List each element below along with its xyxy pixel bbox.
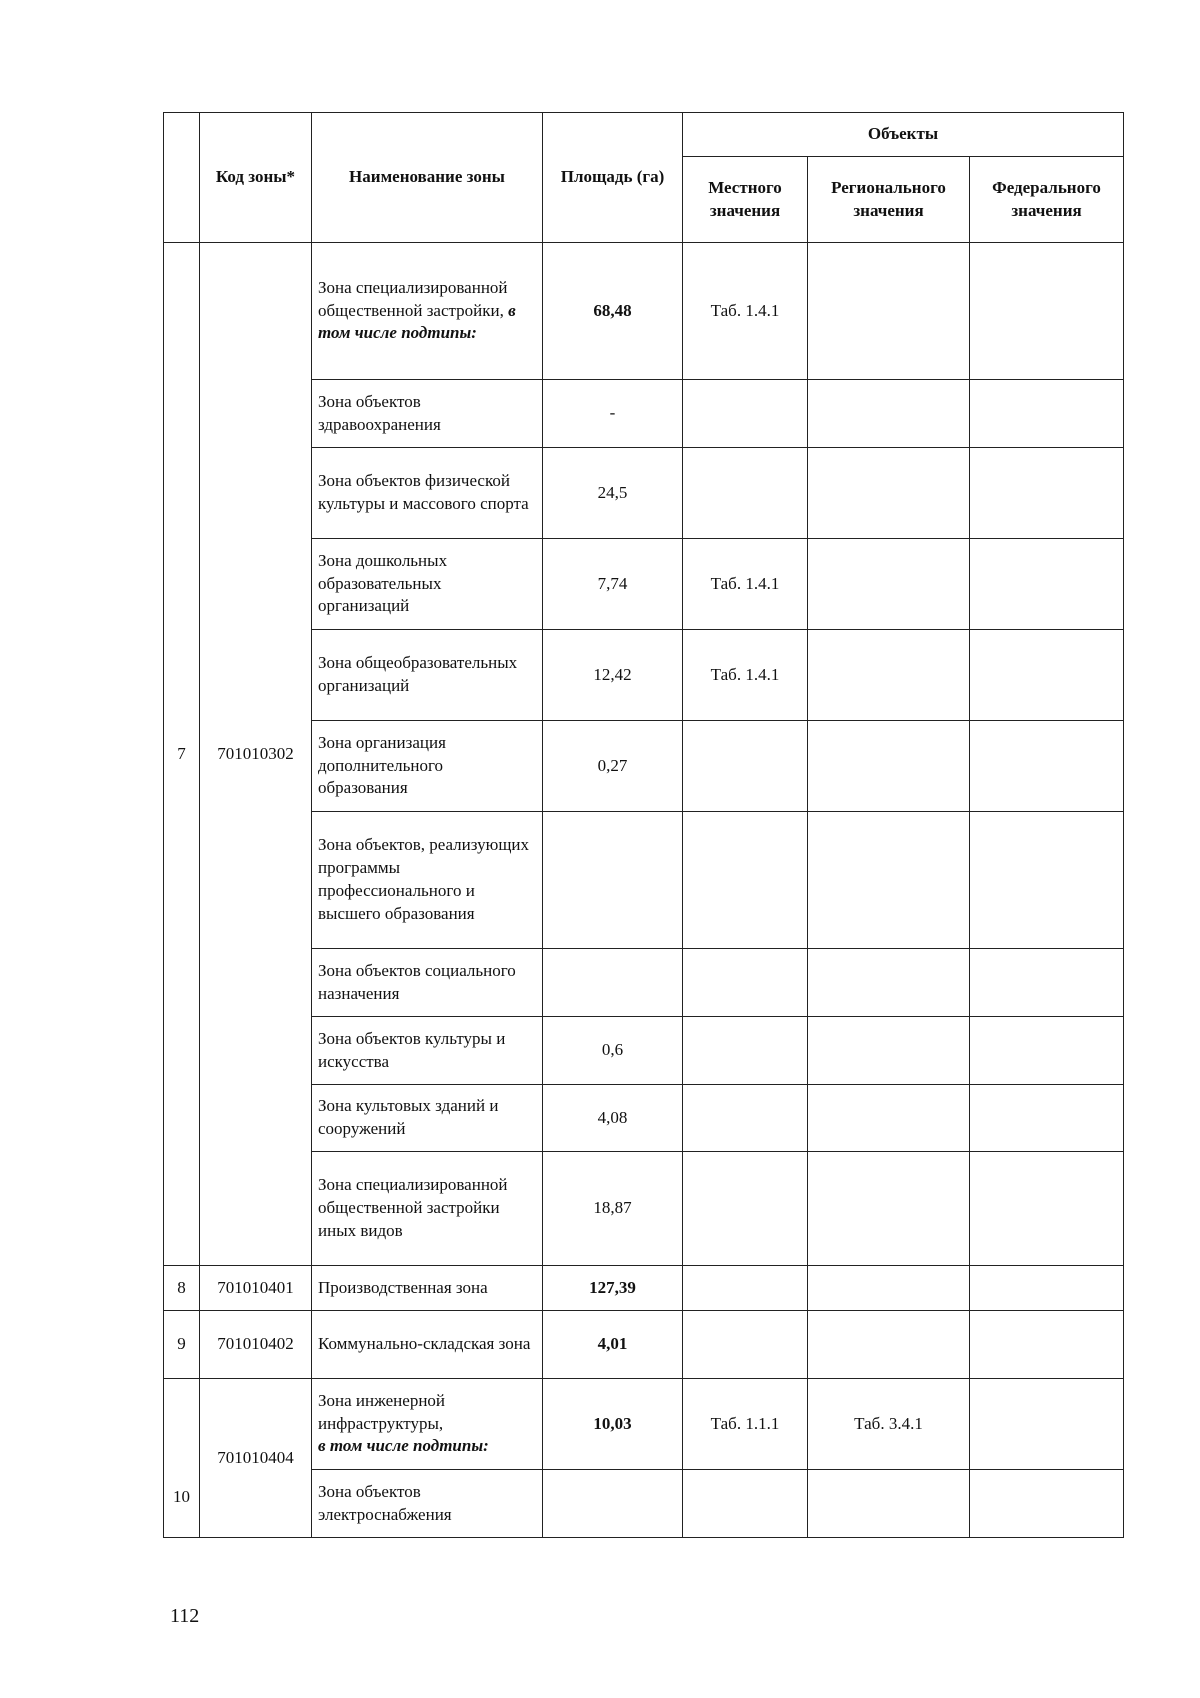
zone-area — [543, 812, 683, 949]
zone-name-text: Зона специализированной общественной застройки, — [318, 277, 508, 320]
zone-area: 10,03 — [543, 1379, 683, 1470]
objects-local — [683, 448, 808, 539]
zone-code: 701010302 — [200, 243, 312, 1266]
zone-area — [543, 1470, 683, 1538]
objects-regional — [808, 1085, 970, 1152]
zones-table — [163, 112, 1124, 1538]
page-number: 112 — [170, 1605, 200, 1627]
zone-code: 701010402 — [200, 1311, 312, 1379]
objects-local — [683, 380, 808, 448]
header-objects: Объекты — [683, 113, 1124, 157]
zone-name: Производственная зона — [312, 1266, 543, 1311]
objects-regional — [808, 1017, 970, 1085]
objects-local — [683, 1470, 808, 1538]
row-num: 7 — [164, 243, 200, 1266]
row-num: 10 — [164, 1379, 200, 1538]
objects-federal — [970, 380, 1124, 448]
zone-name-subtypes: в том числе подтипы: — [318, 1436, 489, 1456]
zone-name-subtypes: в том числе подтипы: — [318, 300, 516, 343]
objects-local — [683, 1266, 808, 1311]
zone-area: 18,87 — [543, 1152, 683, 1266]
header-num — [164, 113, 200, 243]
objects-federal — [970, 1266, 1124, 1311]
objects-local: Таб. 1.4.1 — [683, 630, 808, 721]
objects-federal — [970, 721, 1124, 812]
objects-local — [683, 1085, 808, 1152]
objects-regional — [808, 812, 970, 949]
objects-federal — [970, 1311, 1124, 1379]
objects-regional — [808, 539, 970, 630]
zone-name: Зона объектов здравоохранения — [312, 380, 543, 448]
zone-area: 0,27 — [543, 721, 683, 812]
zone-area: 68,48 — [543, 243, 683, 380]
objects-regional — [808, 380, 970, 448]
table-row — [164, 1266, 1124, 1311]
objects-regional — [808, 949, 970, 1017]
objects-federal — [970, 1085, 1124, 1152]
zone-area: 127,39 — [543, 1266, 683, 1311]
objects-local — [683, 1311, 808, 1379]
table-row — [164, 1311, 1124, 1379]
zone-name — [312, 243, 543, 380]
zone-name: Зона объектов физической культуры и массового спорта — [312, 448, 543, 539]
zone-area: 24,5 — [543, 448, 683, 539]
objects-federal — [970, 1379, 1124, 1470]
zone-area: - — [543, 380, 683, 448]
objects-local — [683, 1017, 808, 1085]
header-row-top — [164, 113, 1124, 157]
header-name: Наименование зоны — [312, 113, 543, 243]
zone-name: Зона объектов культуры и искусства — [312, 1017, 543, 1085]
zone-name: Зона объектов социального назначения — [312, 949, 543, 1017]
objects-federal — [970, 243, 1124, 380]
objects-local: Таб. 1.1.1 — [683, 1379, 808, 1470]
objects-federal — [970, 630, 1124, 721]
row-num: 9 — [164, 1311, 200, 1379]
header-code: Код зоны* — [200, 113, 312, 243]
zone-area: 4,01 — [543, 1311, 683, 1379]
objects-federal — [970, 539, 1124, 630]
objects-regional — [808, 1266, 970, 1311]
zone-name — [312, 1379, 543, 1470]
zone-area: 4,08 — [543, 1085, 683, 1152]
table-row — [164, 1379, 1124, 1470]
zone-name: Зона организация дополнительного образования — [312, 721, 543, 812]
zone-name-text: Зона инженерной инфраструктуры, — [318, 1390, 446, 1433]
zone-name: Зона объектов электроснабжения — [312, 1470, 543, 1538]
zone-area: 12,42 — [543, 630, 683, 721]
objects-federal — [970, 448, 1124, 539]
objects-local — [683, 721, 808, 812]
objects-regional — [808, 1152, 970, 1266]
objects-regional — [808, 1311, 970, 1379]
zone-name: Зона специализированной общественной застройки иных видов — [312, 1152, 543, 1266]
objects-federal — [970, 949, 1124, 1017]
objects-local — [683, 812, 808, 949]
objects-regional — [808, 448, 970, 539]
objects-regional: Таб. 3.4.1 — [808, 1379, 970, 1470]
header-regional: Регионального значения — [808, 157, 970, 243]
zone-code: 701010404 — [200, 1379, 312, 1538]
zone-name: Коммунально-складская зона — [312, 1311, 543, 1379]
zone-code: 701010401 — [200, 1266, 312, 1311]
objects-local: Таб. 1.4.1 — [683, 243, 808, 380]
zone-area: 7,74 — [543, 539, 683, 630]
zone-name: Зона дошкольных образовательных организаций — [312, 539, 543, 630]
objects-local: Таб. 1.4.1 — [683, 539, 808, 630]
objects-regional — [808, 1470, 970, 1538]
objects-federal — [970, 812, 1124, 949]
zone-area — [543, 949, 683, 1017]
zone-name: Зона объектов, реализующих программы профессионального и высшего образования — [312, 812, 543, 949]
objects-regional — [808, 721, 970, 812]
objects-federal — [970, 1017, 1124, 1085]
objects-federal — [970, 1152, 1124, 1266]
header-federal: Федерального значения — [970, 157, 1124, 243]
header-area: Площадь (га) — [543, 113, 683, 243]
zone-name: Зона культовых зданий и сооружений — [312, 1085, 543, 1152]
row-num: 8 — [164, 1266, 200, 1311]
zone-name: Зона общеобразовательных организаций — [312, 630, 543, 721]
zone-area: 0,6 — [543, 1017, 683, 1085]
objects-regional — [808, 243, 970, 380]
objects-local — [683, 1152, 808, 1266]
objects-federal — [970, 1470, 1124, 1538]
header-local: Местного значения — [683, 157, 808, 243]
objects-regional — [808, 630, 970, 721]
table-row — [164, 243, 1124, 380]
objects-local — [683, 949, 808, 1017]
